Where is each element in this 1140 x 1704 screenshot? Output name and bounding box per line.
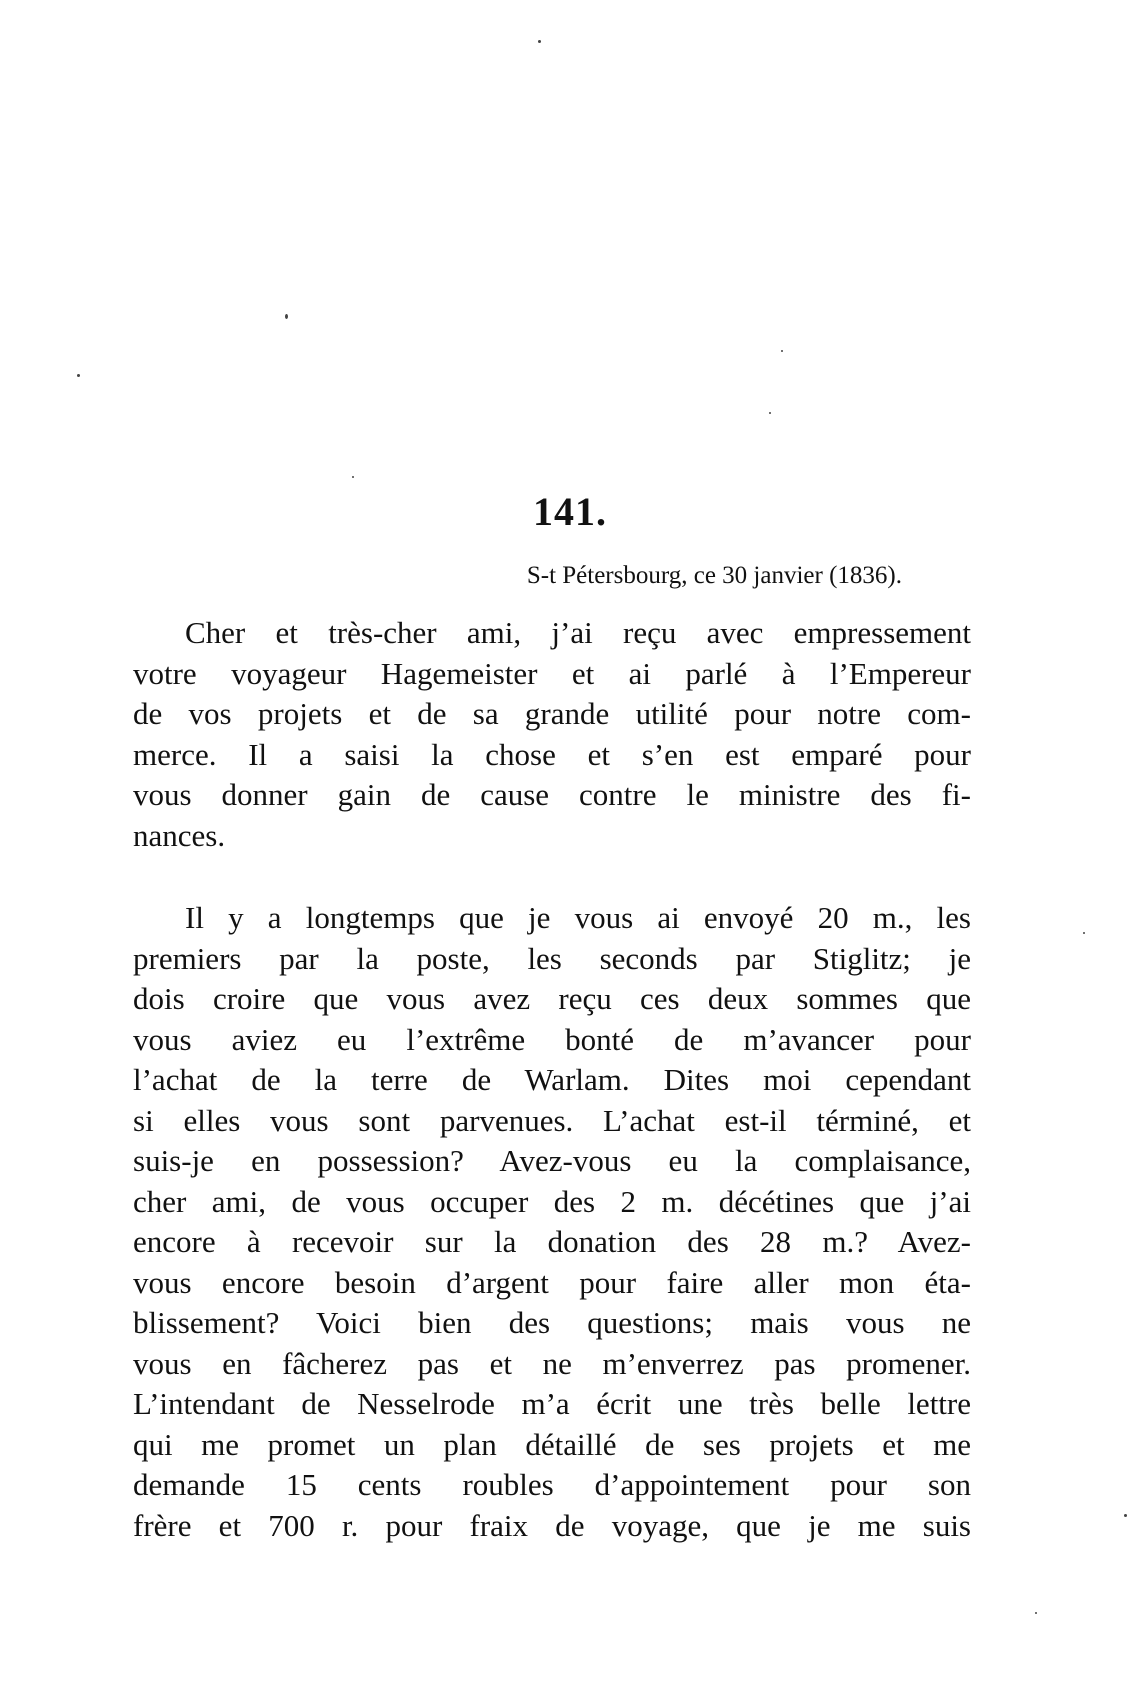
scan-speck (769, 412, 771, 414)
text-line: premiers par la poste, les seconds par Stiglitz; je (133, 940, 971, 976)
scan-speck (285, 314, 288, 319)
paragraph-gap (133, 856, 971, 898)
text-line: encore à recevoir sur la donation des 28 m.? Avez- (133, 1224, 971, 1259)
text-line: vous encore besoin d’argent pour faire aller mon éta- (133, 1264, 971, 1300)
paragraph (133, 613, 971, 856)
text-line: frère et 700 r. pour fraix de voyage, que je me suis (133, 1507, 971, 1543)
text-line: L’intendant de Nesselrode m’a écrit une très belle lettre (133, 1386, 971, 1421)
text-line: merce. Il a saisi la chose et s’en est emparé pour (133, 736, 971, 772)
letter-body (133, 613, 971, 1546)
text-line: suis-je en possession? Avez-vous eu la complaisance, (133, 1143, 971, 1178)
scan-speck (1035, 1612, 1037, 1614)
text-line: dois croire que vous avez reçu ces deux sommes que (133, 981, 971, 1016)
text-line: Cher et très-cher ami, j’ai reçu avec empressement (185, 615, 971, 650)
dateline: S-t Pétersbourg, ce 30 janvier (1836). (526, 562, 902, 589)
scan-speck (1124, 1514, 1127, 1517)
text-line: qui me promet un plan détaillé de ses projets et me (133, 1426, 971, 1462)
text-line: vous donner gain de cause contre le ministre des fi- (133, 777, 971, 812)
text-line: blissement? Voici bien des questions; mais vous ne (133, 1305, 971, 1340)
text-line: l’achat de la terre de Warlam. Dites moi cependant (133, 1062, 971, 1097)
text-line: de vos projets et de sa grande utilité pour notre com- (133, 696, 971, 731)
scan-speck (538, 40, 541, 43)
letter-number: 141. (533, 489, 607, 534)
text-line: nances. (133, 817, 226, 853)
scan-speck (781, 350, 783, 352)
paragraph (133, 898, 971, 1546)
scan-speck (352, 476, 354, 478)
text-line: vous en fâcherez pas et ne m’enverrez pas promener. (133, 1345, 971, 1381)
text-line: Il y a longtemps que je vous ai envoyé 20 m., les (185, 900, 971, 935)
text-line: vous aviez eu l’extrême bonté de m’avancer pour (133, 1021, 971, 1057)
text-line: si elles vous sont parvenues. L’achat est-il términé, et (133, 1102, 971, 1138)
text-line: votre voyageur Hagemeister et ai parlé à l’Empereur (133, 655, 971, 691)
scan-speck (77, 374, 80, 377)
text-line: demande 15 cents roubles d’appointement pour son (133, 1467, 971, 1502)
scan-speck (1083, 932, 1085, 934)
text-line: cher ami, de vous occuper des 2 m. décétines que j’ai (133, 1183, 971, 1219)
